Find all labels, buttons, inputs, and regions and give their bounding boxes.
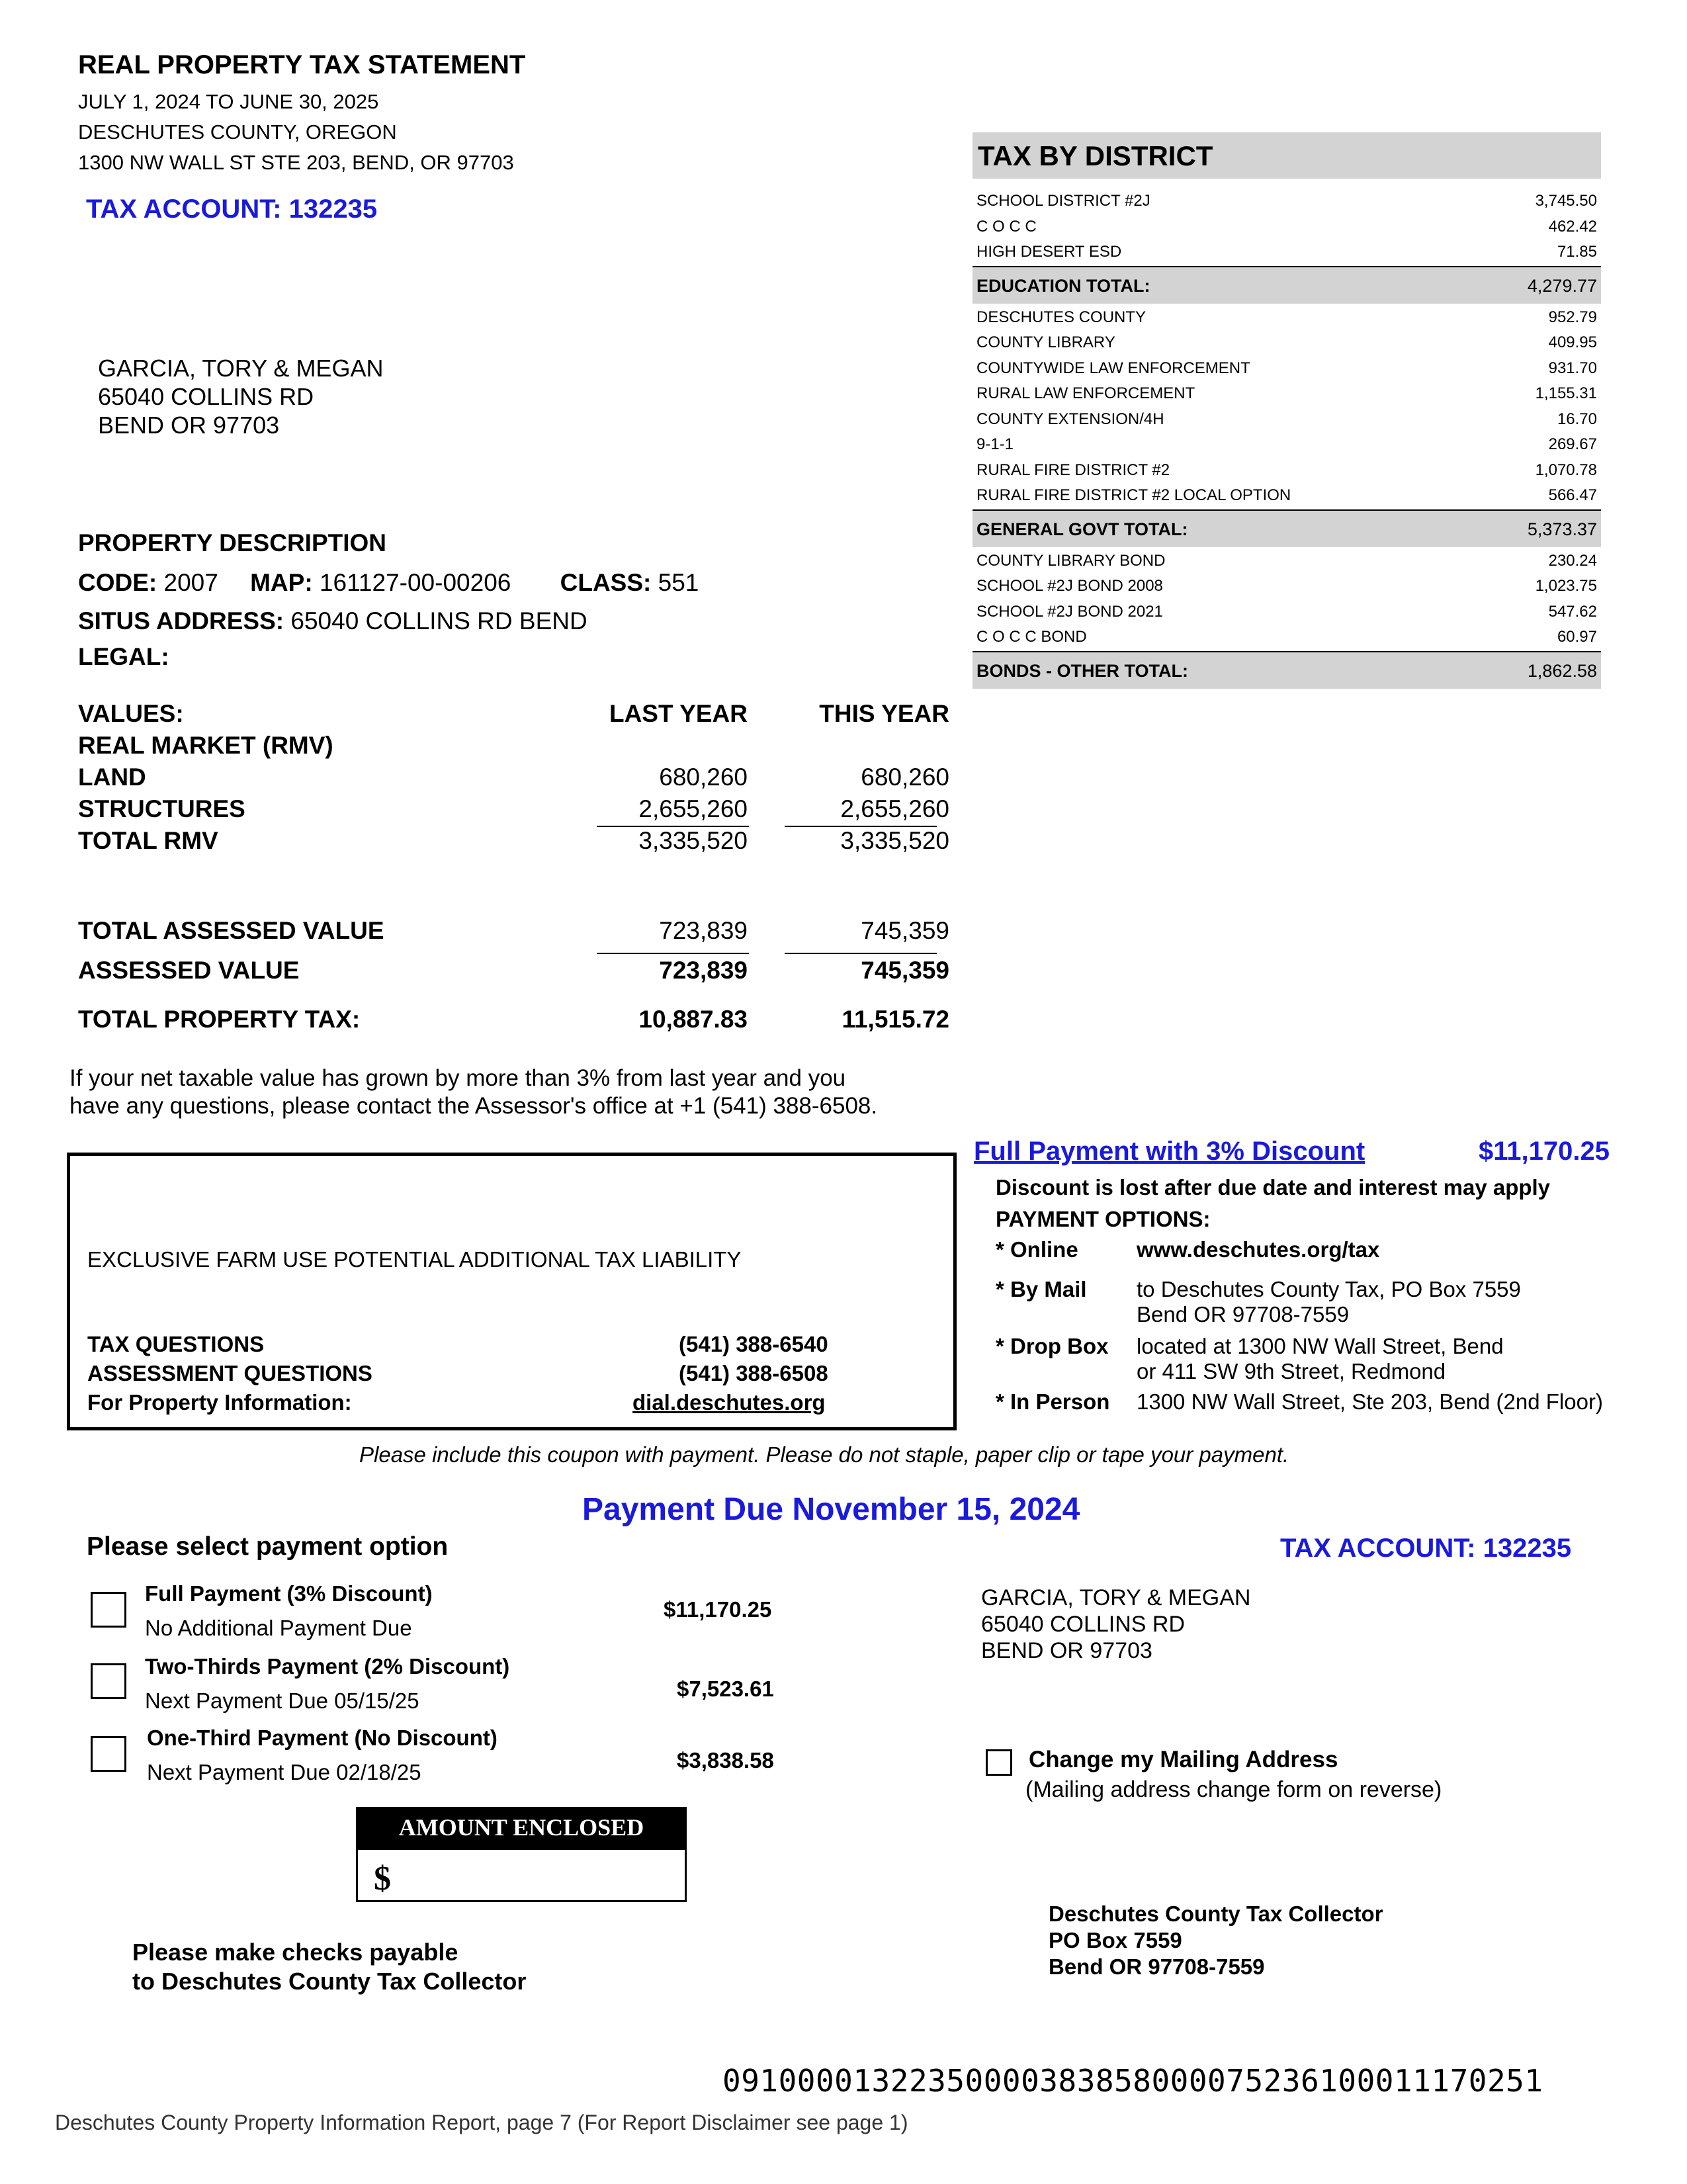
checks-payable-line2: to Deschutes County Tax Collector: [132, 1968, 527, 1995]
district-name: DESCHUTES COUNTY: [976, 308, 1146, 326]
code-label: CODE:: [78, 569, 157, 596]
assessor-note-line1: If your net taxable value has grown by more than 3% from last year and you: [69, 1065, 846, 1091]
district-amount: 462.42: [1548, 217, 1597, 236]
district-name: COUNTY EXTENSION/4H: [976, 410, 1164, 428]
general-govt-total-amount: 5,373.37: [1527, 519, 1597, 539]
full-payment-discount-amount: $11,170.25: [1479, 1137, 1610, 1166]
district-name: RURAL FIRE DISTRICT #2: [976, 460, 1170, 479]
tax-period: JULY 1, 2024 TO JUNE 30, 2025: [78, 90, 379, 113]
assessed-value-last: 723,839: [659, 957, 748, 984]
in-person-address: 1300 NW Wall Street, Ste 203, Bend (2nd Floor): [1137, 1389, 1603, 1414]
property-codes: [78, 569, 699, 597]
district-amount: 3,745.50: [1535, 192, 1597, 210]
education-total-amount: 4,279.77: [1527, 275, 1597, 296]
district-name: C O C C: [976, 217, 1037, 236]
in-person-label: * In Person: [996, 1389, 1110, 1414]
report-footer: Deschutes County Property Information Report, page 7 (For Report Disclaimer see page 1): [55, 2111, 908, 2134]
total-property-tax-label: TOTAL PROPERTY TAX:: [78, 1006, 361, 1033]
district-amount: 269.67: [1548, 435, 1597, 453]
col-this-year: THIS YEAR: [819, 700, 949, 727]
collector-name: Deschutes County Tax Collector: [1049, 1901, 1383, 1926]
total-rmv-last: 3,335,520: [638, 827, 748, 854]
district-amount: 1,155.31: [1535, 384, 1597, 402]
structures-last: 2,655,260: [638, 795, 748, 822]
land-this: 680,260: [861, 764, 949, 791]
assessment-questions-label: ASSESSMENT QUESTIONS: [87, 1361, 372, 1385]
online-url[interactable]: www.deschutes.org/tax: [1137, 1237, 1380, 1262]
payment-options-heading: PAYMENT OPTIONS:: [996, 1207, 1211, 1231]
assessed-value-this: 745,359: [861, 957, 949, 984]
online-label: * Online: [996, 1237, 1078, 1262]
tax-by-district-title: TAX BY DISTRICT: [978, 140, 1213, 171]
district-amount: 566.47: [1548, 486, 1597, 504]
district-name: COUNTYWIDE LAW ENFORCEMENT: [976, 359, 1250, 377]
situs-value: 65040 COLLINS RD BEND: [290, 607, 587, 634]
total-rmv-label: TOTAL RMV: [78, 827, 218, 854]
district-name: C O C C BOND: [976, 628, 1087, 646]
discount-note: Discount is lost after due date and interest may apply: [996, 1175, 1551, 1200]
change-address-note: (Mailing address change form on reverse): [1025, 1777, 1442, 1802]
drop-box-label: * Drop Box: [996, 1334, 1109, 1358]
two-thirds-payment-sub: Next Payment Due 05/15/25: [145, 1688, 419, 1713]
coupon-instructions: Please include this coupon with payment. Please do not staple, paper clip or tape your payment.: [359, 1442, 1289, 1467]
select-payment-heading: Please select payment option: [87, 1532, 449, 1561]
full-payment-checkbox[interactable]: [91, 1592, 126, 1628]
class-value: 551: [658, 569, 699, 596]
full-payment-sub: No Additional Payment Due: [145, 1616, 412, 1640]
tax-by-district-header: [973, 132, 1601, 179]
tax-account-top: TAX ACCOUNT: 132235: [86, 195, 378, 224]
situs-label: SITUS ADDRESS:: [78, 607, 284, 634]
full-payment-title: Full Payment (3% Discount): [145, 1581, 433, 1606]
district-amount: 60.97: [1557, 628, 1597, 646]
district-name: RURAL LAW ENFORCEMENT: [976, 384, 1195, 402]
total-assessed-label: TOTAL ASSESSED VALUE: [78, 917, 384, 944]
values-heading: VALUES:: [78, 700, 184, 727]
coupon-owner-city: BEND OR 97703: [981, 1638, 1152, 1663]
drop-box-line1: located at 1300 NW Wall Street, Bend: [1137, 1334, 1504, 1358]
general-govt-total-label: GENERAL GOVT TOTAL:: [976, 519, 1188, 539]
legal-label: LEGAL:: [78, 643, 169, 670]
tax-questions-label: TAX QUESTIONS: [87, 1332, 265, 1356]
district-amount: 547.62: [1548, 602, 1597, 621]
checks-payable-line1: Please make checks payable: [132, 1939, 458, 1966]
payment-due-date: Payment Due November 15, 2024: [582, 1492, 1080, 1527]
one-third-payment-title: One-Third Payment (No Discount): [147, 1725, 497, 1750]
district-amount: 409.95: [1548, 333, 1597, 351]
divider: [785, 953, 937, 954]
property-description-heading: PROPERTY DESCRIPTION: [78, 529, 387, 556]
assessment-questions-phone: (541) 388-6508: [679, 1361, 828, 1385]
change-address-label: Change my Mailing Address: [1029, 1747, 1338, 1772]
two-thirds-payment-amount: $7,523.61: [677, 1677, 774, 1701]
map-value: 161127-00-00206: [319, 569, 511, 596]
situs-address: [78, 607, 587, 635]
assessor-note-line2: have any questions, please contact the Assessor's office at +1 (541) 388-6508.: [69, 1093, 878, 1119]
total-property-tax-this: 11,515.72: [842, 1006, 949, 1033]
district-name: SCHOOL #2J BOND 2008: [976, 577, 1163, 595]
education-total-label: EDUCATION TOTAL:: [976, 275, 1150, 296]
rmv-label: REAL MARKET (RMV): [78, 732, 333, 759]
assessed-value-label: ASSESSED VALUE: [78, 957, 300, 984]
general-govt-total: [973, 509, 1601, 547]
land-label: LAND: [78, 764, 146, 791]
county-address: 1300 NW WALL ST STE 203, BEND, OR 97703: [78, 151, 514, 174]
total-rmv-this: 3,335,520: [840, 827, 949, 854]
district-name: SCHOOL DISTRICT #2J: [976, 192, 1150, 210]
district-name: COUNTY LIBRARY BOND: [976, 551, 1166, 570]
by-mail-label: * By Mail: [996, 1277, 1087, 1301]
structures-this: 2,655,260: [840, 795, 949, 822]
owner-street: 65040 COLLINS RD: [98, 383, 314, 410]
owner-city: BEND OR 97703: [98, 412, 280, 439]
amount-enclosed-field[interactable]: [356, 1848, 687, 1902]
two-thirds-payment-checkbox[interactable]: [91, 1663, 126, 1699]
district-amount: 931.70: [1548, 359, 1597, 377]
one-third-payment-amount: $3,838.58: [677, 1748, 774, 1772]
bonds-total-label: BONDS - OTHER TOTAL:: [976, 660, 1188, 681]
dollar-sign: $: [374, 1860, 391, 1898]
ocr-scanline: 09100001322350000383858000075236100011170251: [722, 2063, 1543, 2099]
education-total: [973, 266, 1601, 304]
divider: [597, 953, 749, 954]
amount-enclosed-label: AMOUNT ENCLOSED: [356, 1807, 687, 1848]
district-name: COUNTY LIBRARY: [976, 333, 1115, 351]
district-name: RURAL FIRE DISTRICT #2 LOCAL OPTION: [976, 486, 1291, 504]
structures-label: STRUCTURES: [78, 795, 245, 822]
coupon-owner-street: 65040 COLLINS RD: [981, 1612, 1186, 1637]
district-amount: 1,070.78: [1535, 460, 1597, 479]
tax-account-coupon: TAX ACCOUNT: 132235: [1280, 1534, 1572, 1563]
col-last-year: LAST YEAR: [609, 700, 748, 727]
statement-title: REAL PROPERTY TAX STATEMENT: [78, 50, 526, 79]
efu-notice: EXCLUSIVE FARM USE POTENTIAL ADDITIONAL TAX LIABILITY: [87, 1247, 742, 1272]
change-address-checkbox[interactable]: [986, 1749, 1012, 1776]
total-assessed-last: 723,839: [659, 917, 748, 944]
district-amount: 230.24: [1548, 551, 1597, 570]
land-last: 680,260: [659, 764, 748, 791]
county-name: DESCHUTES COUNTY, OREGON: [78, 120, 397, 144]
one-third-payment-sub: Next Payment Due 02/18/25: [147, 1760, 421, 1784]
district-name: HIGH DESERT ESD: [976, 243, 1122, 261]
total-property-tax-last: 10,887.83: [638, 1006, 748, 1033]
by-mail-line1: to Deschutes County Tax, PO Box 7559: [1137, 1277, 1521, 1301]
two-thirds-payment-title: Two-Thirds Payment (2% Discount): [145, 1654, 510, 1679]
district-amount: 16.70: [1557, 410, 1597, 428]
tax-questions-phone: (541) 388-6540: [679, 1332, 828, 1356]
property-info-label: For Property Information:: [87, 1390, 352, 1415]
property-info-link[interactable]: dial.deschutes.org: [632, 1390, 826, 1415]
full-payment-discount-link[interactable]: Full Payment with 3% Discount: [974, 1137, 1365, 1166]
by-mail-line2: Bend OR 97708-7559: [1137, 1302, 1350, 1327]
bonds-total-amount: 1,862.58: [1527, 660, 1597, 681]
full-payment-amount: $11,170.25: [664, 1597, 772, 1622]
district-name: SCHOOL #2J BOND 2021: [976, 602, 1163, 621]
district-name: 9-1-1: [976, 435, 1014, 453]
collector-city: Bend OR 97708-7559: [1049, 1954, 1265, 1979]
drop-box-line2: or 411 SW 9th Street, Redmond: [1137, 1359, 1446, 1383]
district-amount: 71.85: [1557, 243, 1597, 261]
info-box: [67, 1153, 957, 1430]
class-label: CLASS:: [560, 569, 652, 596]
coupon-owner-name: GARCIA, TORY & MEGAN: [981, 1585, 1251, 1610]
map-label: MAP:: [250, 569, 313, 596]
district-amount: 952.79: [1548, 308, 1597, 326]
one-third-payment-checkbox[interactable]: [91, 1736, 126, 1772]
total-assessed-this: 745,359: [861, 917, 949, 944]
collector-po-box: PO Box 7559: [1049, 1928, 1182, 1952]
owner-name: GARCIA, TORY & MEGAN: [98, 355, 384, 382]
code-value: 2007: [163, 569, 218, 596]
bonds-total: [973, 651, 1601, 689]
district-amount: 1,023.75: [1535, 577, 1597, 595]
